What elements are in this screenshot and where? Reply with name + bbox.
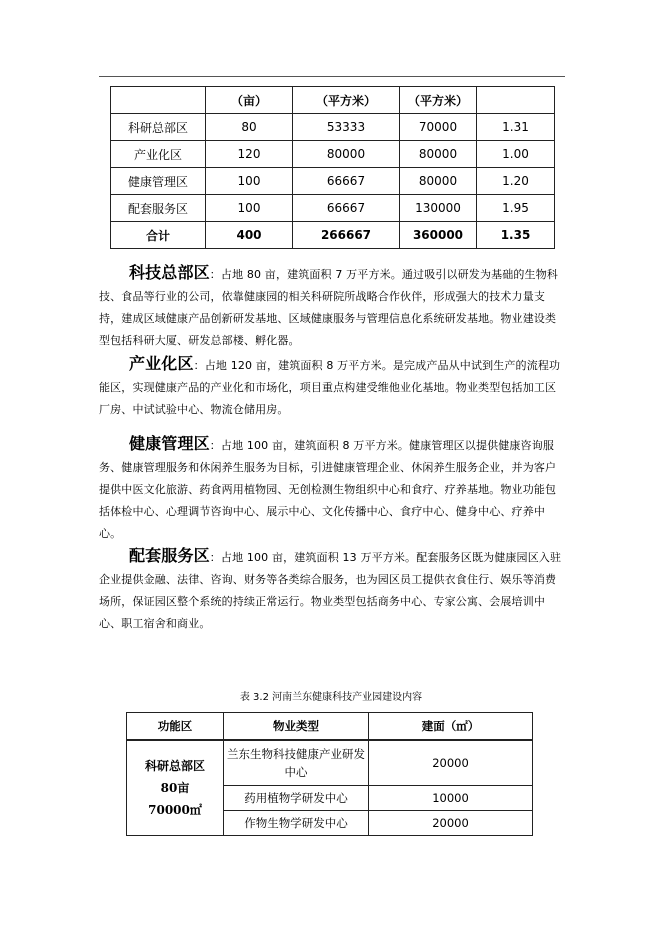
property-type-cell: 作物生物学研发中心 [224, 811, 369, 836]
section-title: 配套服务区 [129, 546, 210, 565]
total-ratio-cell: 1.35 [477, 222, 555, 249]
header-cell: （平方米） [293, 87, 400, 114]
total-row [111, 222, 555, 249]
header-cell: 建面（㎡） [369, 713, 533, 741]
header-cell [477, 87, 555, 114]
section-research-hq [99, 262, 565, 352]
land-area-cell: 100 [206, 168, 293, 195]
zone-land-area: 80亩 [160, 781, 190, 795]
total-building-area-cell: 360000 [400, 222, 477, 249]
land-area-cell: 80 [206, 114, 293, 141]
section-title: 健康管理区 [129, 434, 210, 453]
top-rule [99, 76, 565, 77]
zone-name-cell: 科研总部区 [111, 114, 206, 141]
table-row [111, 168, 555, 195]
land-sqm-cell: 66667 [293, 168, 400, 195]
property-type-cell: 兰东生物科技健康产业研发中心 [224, 740, 369, 786]
building-area-cell: 80000 [400, 168, 477, 195]
building-area-cell: 130000 [400, 195, 477, 222]
section-body: ：占地 120 亩，建筑面积 8 万平方米。是完成产品从中试到生产的流程功能区，实现健康产品的产业化和市场化，项目重点构建受维他业化基地。物业类型包括加工区厂房、中试试验中心、物流仓储用房。 [99, 359, 561, 416]
total-label-cell: 合计 [111, 222, 206, 249]
total-land-sqm-cell: 266667 [293, 222, 400, 249]
section-title: 产业化区 [129, 354, 194, 373]
header-cell: （亩） [206, 87, 293, 114]
zone-name-cell: 配套服务区 [111, 195, 206, 222]
property-type-cell: 药用植物学研发中心 [224, 786, 369, 811]
land-area-cell: 120 [206, 141, 293, 168]
land-sqm-cell: 66667 [293, 195, 400, 222]
table-caption: 表 3.2 河南兰东健康科技产业园建设内容 [239, 692, 423, 703]
floor-area-cell: 10000 [369, 786, 533, 811]
header-cell: 物业类型 [224, 713, 369, 741]
table-row [111, 141, 555, 168]
header-cell [111, 87, 206, 114]
header-cell: 功能区 [127, 713, 224, 741]
section-health-management [99, 433, 565, 545]
table-header-row [111, 87, 555, 114]
total-land-area-cell: 400 [206, 222, 293, 249]
section-body: ：占地 100 亩，建筑面积 13 万平方米。配套服务区既为健康园区入驻企业提供金融、法律、咨询、财务等各类综合服务，也为园区员工提供衣食住行、娱乐等消费场所，保证园区整个系统的持续正常运行。物业类型包括商务中心、专家公寓、会展培训中心、职工宿舍和商业。 [99, 551, 562, 630]
ratio-cell: 1.95 [477, 195, 555, 222]
section-body: ：占地 100 亩，建筑面积 8 万平方米。健康管理区以提供健康咨询服务、健康管理服务和休闲养生服务为目标，引进健康管理企业、休闲养生服务企业，并为客户提供中医文化旅游、药食两用植物园、无创检测生物组织中心和食疗、疗养基地。物业功能包括体检中心、心理调节咨询中心、展示中心、文化传播中心、食疗中心、健身中心、疗养中心。 [99, 439, 557, 540]
construction-content-table [126, 712, 533, 836]
land-area-cell: 100 [206, 195, 293, 222]
building-area-cell: 80000 [400, 141, 477, 168]
ratio-cell: 1.31 [477, 114, 555, 141]
table-row [127, 740, 533, 786]
floor-area-cell: 20000 [369, 740, 533, 786]
floor-area-cell: 20000 [369, 811, 533, 836]
land-area-table [110, 86, 555, 249]
land-sqm-cell: 80000 [293, 141, 400, 168]
table-row [111, 114, 555, 141]
zone-cell [127, 740, 224, 836]
header-cell: （平方米） [400, 87, 477, 114]
section-industrialization [99, 353, 565, 421]
zone-name: 科研总部区 [144, 759, 205, 773]
section-support-services [99, 545, 565, 635]
table-row [111, 195, 555, 222]
building-area-cell: 70000 [400, 114, 477, 141]
zone-building-area: 70000㎡ [148, 803, 202, 817]
table-header-row [127, 713, 533, 741]
section-body: ：占地 80 亩，建筑面积 7 万平方米。通过吸引以研发为基础的生物科技、食品等行业的公司，依靠健康园的相关科研院所战略合作伙伴，形成强大的技术力量支持，建成区域健康产品创新研发基地、区域健康服务与管理信息化系统研发基地。物业建设类型包括科研大厦、研发总部楼、孵化器。 [99, 268, 558, 347]
zone-name-cell: 产业化区 [111, 141, 206, 168]
ratio-cell: 1.00 [477, 141, 555, 168]
zone-name-cell: 健康管理区 [111, 168, 206, 195]
section-title: 科技总部区 [129, 263, 210, 282]
land-sqm-cell: 53333 [293, 114, 400, 141]
ratio-cell: 1.20 [477, 168, 555, 195]
